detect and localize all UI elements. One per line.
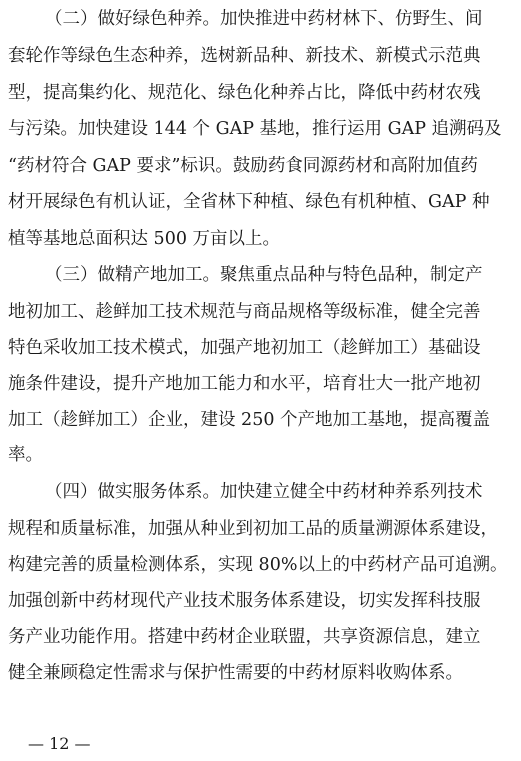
paragraph-line: 健全兼顾稳定性需求与保护性需要的中药材原料收购体系。 (8, 663, 463, 683)
page-number: — 12 — (28, 734, 91, 753)
paragraph-line: 套轮作等绿色生态种养，选树新品种、新技术、新模式示范典 (8, 46, 481, 66)
paragraph-line: 与污染。加快建设 144 个 GAP 基地，推行运用 GAP 追溯码及 (8, 119, 502, 139)
paragraph-line: 构建完善的质量检测体系，实现 80%以上的中药材产品可追溯。 (8, 555, 508, 575)
paragraph-line: 加强创新中药材现代产业技术服务体系建设，切实发挥科技服 (8, 591, 481, 611)
paragraph-line: 率。 (8, 445, 43, 465)
paragraph-line: （三）做精产地加工。聚焦重点品种与特色品种，制定产 (45, 265, 483, 285)
paragraph-line: 施条件建设，提升产地加工能力和水平，培育壮大一批产地初 (8, 374, 481, 394)
paragraph-line: 特色采收加工技术模式，加强产地初加工（趁鲜加工）基础设 (8, 338, 481, 358)
paragraph-line: 材开展绿色有机认证，全省林下种植、绿色有机种植、GAP 种 (8, 192, 490, 212)
paragraph-line: 务产业功能作用。搭建中药材企业联盟，共享资源信息，建立 (8, 627, 481, 647)
paragraph-line: “药材符合 GAP 要求”标识。鼓励药食同源药材和高附加值药 (8, 156, 478, 176)
paragraph-line: 地初加工、趁鲜加工技术规范与商品规格等级标准，健全完善 (8, 302, 481, 322)
paragraph-line: （四）做实服务体系。加快建立健全中药材种养系列技术 (45, 482, 483, 502)
paragraph-line: 加工（趁鲜加工）企业，建设 250 个产地加工基地，提高覆盖 (8, 410, 491, 430)
paragraph-line: 型，提高集约化、规范化、绿色化种养占比，降低中药材农残 (8, 83, 481, 103)
paragraph-line: 规程和质量标准，加强从种业到初加工品的质量溯源体系建设， (8, 519, 498, 539)
paragraph-line: （二）做好绿色种养。加快推进中药材林下、仿野生、间 (45, 9, 483, 29)
paragraph-line: 植等基地总面积达 500 万亩以上。 (8, 229, 281, 249)
